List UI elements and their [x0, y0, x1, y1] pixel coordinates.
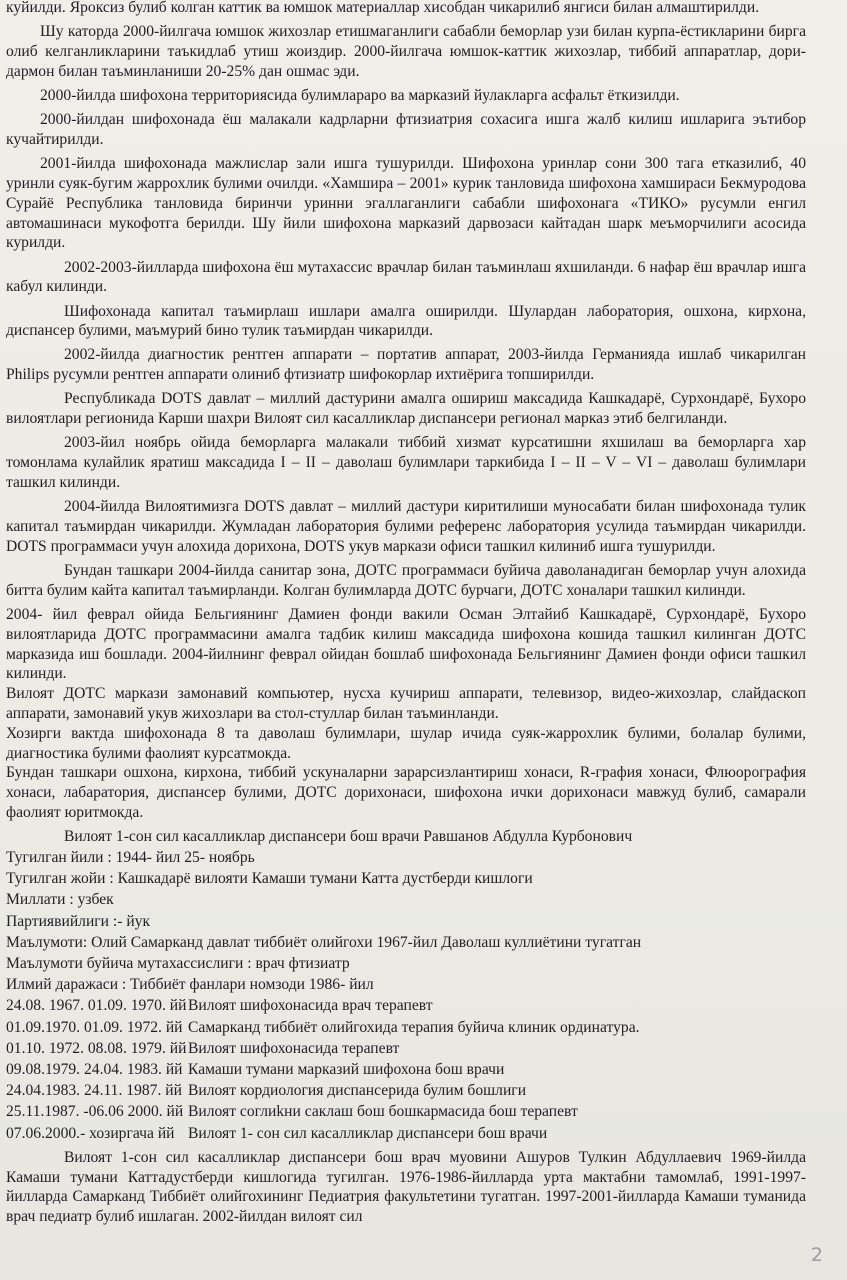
paragraph: Шифохонада капитал таъмирлаш ишлари амалга оширилди. Шулардан лаборатория, ошхона, кирхона, диспансер булими, маъмурий бино тулик таъмирдан чикарилди. [6, 302, 806, 340]
document-body [6, 0, 806, 1231]
paragraph: 2002-йилда диагностик рентген аппарати – портатив аппарат, 2003-йилда Германияда ишлаб чикарилган Philips русумли рентген аппарати олиниб фтизиатр шифокорлар ихтиёрига топширилди. [6, 346, 806, 384]
career-dates: 24.04.1983. 24.11. 1987. йй [6, 1082, 182, 1100]
paragraph: Бундан ташкари ошхона, кирхона, тиббий ускуналарни зарарсизлантириш хонаси, R-графия хонаси, Флюорография хонаси, лабаратория, диспансер булими, ДОТС дорихонаси, шифохона ички дорихонаси мавжуд булиб, самарали фаолият юритмокда. [6, 764, 806, 821]
career-row [6, 1017, 806, 1038]
paragraph: Вилоят ДОТС маркази замонавий компьютер, нусха кучириш аппарати, телевизор, видео-жихозлар, слайдаскоп аппарати, замонавий укув жихозлари ва стол-стуллар билан таъминланди. [6, 685, 806, 722]
career-dates: 01.10. 1972. 08.08. 1979. йй [6, 1039, 187, 1057]
paragraph: 2004-йилда Вилоятимизга DOTS давлат – миллий дастури киритилиши муносабати билан шифохонада тулик капитал таъмирдан чикарилди. Жумладан лаборатория булими референс лаборатория усулида таъмирдан чикарилди. DOTS программаси учун алохида дорихона, DOTS укув маркази офиси ташкил килиниб ишга тушурилди. [6, 498, 806, 555]
career-description: Вилоят соглиkни саклаш бош бошкармасида бош терапевт [188, 1103, 578, 1121]
paragraph: 2003-йил ноябрь ойида беморларга малакали тиббий хизмат курсатишни яхшилаш ва беморларга хар томонлама кулайлик яратиш максадида I – II – даволаш булимлари таркибида I – II – V – VI – даволаш булимлари ташкил килинди. [6, 434, 806, 492]
career-list [6, 995, 806, 1143]
career-description: Вилоят шифохонасида врач терапевт [188, 997, 433, 1015]
career-description: Камаши тумани марказий шифохона бош врачи [188, 1060, 505, 1078]
page-number: 2 [810, 1244, 823, 1266]
biography-fields [6, 847, 806, 995]
paragraph: 2004- йил феврал ойида Бельгиянинг Дамиен фонди вакили Осман Элтайиб Кашкадарё, Сурхондарё, Бухоро вилоятларида ДОТС программасини амалга тадбик килиш максадида шифохона кошида ташкил килинган ДОТС марказида иш бошлади. 2004-йилнинг феврал ойидан бошлаб шифохонада Бельгиянинг Дамиен фонди офиси ташкил килинди. [6, 606, 806, 683]
bio-field: Миллати : узбек [6, 891, 114, 909]
career-row [6, 1038, 806, 1059]
career-dates: 25.11.1987. -06.06 2000. йй [6, 1103, 184, 1121]
career-row [6, 1101, 806, 1122]
paragraph: Бундан ташкари 2004-йилда санитар зона, ДОТС программаси буйича даволанадиган беморлар учун алохида битта булим кайта капитал таъмирланди. Колган булимларда ДОТС бурчаги, ДОТС хоналари ташкил килинди. [6, 562, 806, 599]
deputy-paragraph: Вилоят 1-сон сил касалликлар диспансери бош врач муовини Ашуров Тулкин Абдуллаевич 1969-йилда Камаши тумани Каттадустберди кишлогида тугилган. 1976-1986-йилларда урта мактабни тамомлаб, 1991-1997-йилларда Самарканд Тиббиёт олийгохининг Педиатрия факультетини тугатган. 1997-2001-йилларда Камаши туманида врач педиатр булиб ишлаган. 2002-йилдан вилоят сил [6, 1148, 806, 1226]
bio-field: Маълумоти буйича мутахассислиги : врач фтизиатр [6, 954, 350, 972]
career-dates: 24.08. 1967. 01.09. 1970. йй [6, 997, 187, 1015]
career-dates: 01.09.1970. 01.09. 1972. йй [6, 1018, 183, 1036]
paragraph: 2002-2003-йилларда шифохона ёш мутахассис врачлар билан таъминлаш яхшиланди. 6 нафар ёш врачлар ишга кабул килинди. [6, 258, 806, 296]
paragraph: 2000-йилда шифохона территориясида булимлараро ва марказий йулакларга асфальт ёткизилди. [40, 86, 680, 104]
bio-field: Тугилган жойи : Кашкадарё вилояти Камаши тумани Катта дустберди кишлоги [6, 870, 533, 888]
paragraph: Республикада DOTS давлат – миллий дастурини амалга ошириш максадида Кашкадарё, Сурхондарё, Бухоро вилоятлари регионида Карши шахри Вилоят сил касалликлар диспансери регионал марказ этиб белгиланди. [6, 390, 806, 428]
career-row [6, 1059, 806, 1080]
bio-field: Тугилган йили : 1944- йил 25- ноябрь [6, 848, 255, 866]
career-dates: 09.08.1979. 24.04. 1983. йй [6, 1060, 183, 1078]
biography-heading: Вилоят 1-сон сил касалликлар диспансери бош врачи Равшанов Абдулла Курбонович [64, 828, 633, 846]
bio-field: Партиявийлиги :- йук [6, 912, 151, 930]
bio-field: Илмий даражаси : Тиббиёт фанлари номзоди 1986- йил [6, 976, 374, 994]
career-description: Вилоят шифохонасида терапевт [188, 1039, 400, 1057]
paragraph: Шу каторда 2000-йилгача юмшок жихозлар етишмаганлиги сабабли беморлар узи билан курпа-ёстикларини бирга олиб келганликларини таъкидлаб утиш жоиздир. 2000-йилгача юмшок-каттик жихозлар, тиббий аппаратлар, дори-дармон билан таъминланиши 20-25% дан ошмас эди. [6, 23, 806, 80]
paragraph: 2000-йилдан шифохонада ёш малакали кадрларни фтизиатрия сохасига ишга жалб килиш ишларига эътибор кучайтирилди. [6, 111, 806, 148]
career-row [6, 995, 806, 1016]
paragraph: куйилди. Яроксиз булиб колган каттик ва юмшок материаллар хисобдан чикарилиб янгиси билан алмаштирилди. [6, 0, 760, 16]
career-description: Самарканд тиббиёт олийгохида терапия буйича клиник ординатура. [188, 1018, 640, 1036]
bio-field: Маълумоти: Олий Самарканд давлат тиббиёт олийгохи 1967-йил Даволаш куллиётини тугатган [6, 933, 642, 951]
career-description: Вилоят 1- сон сил касалликлар диспансери бош врачи [188, 1124, 548, 1142]
career-description: Вилоят кордиология диспансерида булим бошлиги [188, 1082, 527, 1100]
career-row [6, 1123, 806, 1144]
career-dates: 07.06.2000.- хозиргача йй [6, 1124, 175, 1142]
paragraph: 2001-йилда шифохонада мажлислар зали ишга тушурилди. Шифохона уринлар сони 300 тага етказилиб, 40 уринли суяк-бугим жарроxлик булими очилди. «Хамшира – 2001» курик танловида шифохона хамшираси Бекмуродова Сурайё Республика танловида биринчи уринни эгаллаганлиги сабабли шифохонага «ТИКО» русумли енгил автомашинаси мукофотга берилди. Шу йили шифохона марказий дарвозаси кайтадан шарк меъморчилиги асосида курилди. [6, 155, 806, 252]
paragraph: Хозирги вактда шифохонада 8 та даволаш булимлари, шулар ичида суяк-жаррохлик булими, болалар булими, диагностика булими фаолият курсатмокда. [6, 724, 806, 762]
career-row [6, 1080, 806, 1101]
